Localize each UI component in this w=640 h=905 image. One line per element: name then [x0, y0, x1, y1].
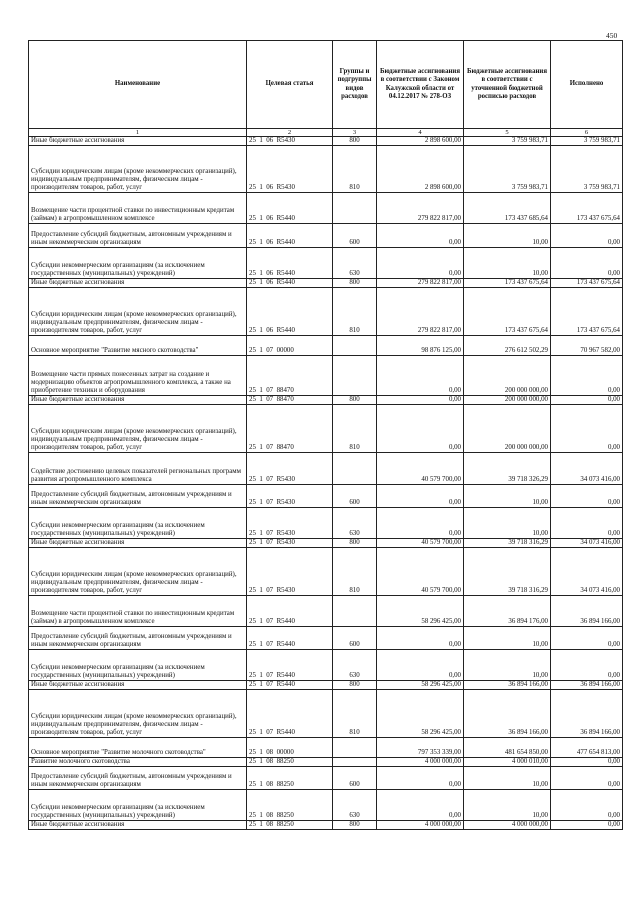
- column-header-law: Бюджетные ассигнования в соответствии с Законом Калужской области от 04.12.2017 № 278-ОЗ: [377, 41, 464, 129]
- row-group-code: 600: [333, 485, 377, 508]
- row-name: Предоставление субсидий бюджетным, автономным учреждениям и иным некоммерческим организациям: [29, 767, 247, 790]
- row-executed-amount: 173 437 675,64: [551, 279, 623, 288]
- row-group-code: 810: [333, 146, 377, 193]
- row-target-code: 25 1 07 00000: [247, 336, 333, 356]
- row-target-code: 25 1 07 88470: [247, 405, 333, 453]
- row-law-amount: 279 822 817,00: [377, 193, 464, 224]
- row-law-amount: 40 579 700,00: [377, 548, 464, 596]
- table-row: [29, 508, 623, 539]
- row-executed-amount: 0,00: [551, 790, 623, 821]
- column-number: 6: [551, 129, 623, 137]
- row-target-code: 25 1 06 R5440: [247, 224, 333, 248]
- table-row: [29, 137, 623, 146]
- row-target-code: 25 1 07 R5440: [247, 690, 333, 738]
- row-executed-amount: 0,00: [551, 758, 623, 767]
- row-law-amount: 4 000 000,00: [377, 821, 464, 830]
- row-target-code: 25 1 06 R5440: [247, 248, 333, 279]
- row-executed-amount: 477 654 813,00: [551, 738, 623, 758]
- row-target-code: 25 1 06 R5440: [247, 288, 333, 336]
- row-executed-amount: 0,00: [551, 224, 623, 248]
- row-executed-amount: 36 894 166,00: [551, 681, 623, 690]
- row-name: Возмещение части прямых понесенных затрат на создание и модернизацию объектов агропромышленного комплекса, а также на приобретение техники и оборудования: [29, 356, 247, 396]
- row-target-code: 25 1 08 88250: [247, 821, 333, 830]
- row-executed-amount: 0,00: [551, 485, 623, 508]
- row-executed-amount: 173 437 675,64: [551, 193, 623, 224]
- row-revised-amount: 10,00: [464, 650, 551, 681]
- row-target-code: 25 1 08 88250: [247, 790, 333, 821]
- row-law-amount: 98 876 125,00: [377, 336, 464, 356]
- row-executed-amount: 3 759 983,71: [551, 146, 623, 193]
- row-law-amount: 0,00: [377, 405, 464, 453]
- row-name: Содействие достижению целевых показателей региональных программ развития агропромышленного комплекса: [29, 453, 247, 485]
- row-name: Иные бюджетные ассигнования: [29, 137, 247, 146]
- row-revised-amount: 10,00: [464, 508, 551, 539]
- row-group-code: 800: [333, 539, 377, 548]
- table-row: [29, 681, 623, 690]
- table-row: [29, 790, 623, 821]
- row-executed-amount: 34 073 416,00: [551, 539, 623, 548]
- row-target-code: 25 1 07 88470: [247, 356, 333, 396]
- row-target-code: 25 1 07 R5430: [247, 539, 333, 548]
- column-header-executed: Исполнено: [551, 41, 623, 129]
- row-revised-amount: 10,00: [464, 248, 551, 279]
- row-name: Возмещение части процентной ставки по инвестиционным кредитам (займам) в агропромышленном комплексе: [29, 596, 247, 627]
- row-group-code: 810: [333, 690, 377, 738]
- column-number-row: [29, 129, 623, 137]
- row-law-amount: 0,00: [377, 224, 464, 248]
- row-group-code: [333, 356, 377, 396]
- row-revised-amount: 36 894 166,00: [464, 690, 551, 738]
- table-row: [29, 453, 623, 485]
- row-executed-amount: 0,00: [551, 248, 623, 279]
- row-group-code: 600: [333, 767, 377, 790]
- row-law-amount: 58 296 425,00: [377, 690, 464, 738]
- row-revised-amount: 200 000 000,00: [464, 356, 551, 396]
- table-row: [29, 539, 623, 548]
- row-executed-amount: 34 073 416,00: [551, 453, 623, 485]
- row-law-amount: 2 898 600,00: [377, 137, 464, 146]
- row-executed-amount: 0,00: [551, 405, 623, 453]
- row-revised-amount: 36 894 166,00: [464, 681, 551, 690]
- row-revised-amount: 10,00: [464, 224, 551, 248]
- row-revised-amount: 276 612 502,29: [464, 336, 551, 356]
- table-row: [29, 356, 623, 396]
- column-header-groups: Группы и подгруппы видов расходов: [333, 41, 377, 129]
- row-group-code: 800: [333, 681, 377, 690]
- row-revised-amount: 173 437 685,64: [464, 193, 551, 224]
- row-group-code: 800: [333, 821, 377, 830]
- row-law-amount: 0,00: [377, 650, 464, 681]
- row-group-code: 600: [333, 224, 377, 248]
- row-target-code: 25 1 06 R5430: [247, 137, 333, 146]
- row-target-code: 25 1 08 88250: [247, 758, 333, 767]
- row-target-code: 25 1 07 R5430: [247, 453, 333, 485]
- row-revised-amount: 4 000 010,00: [464, 758, 551, 767]
- row-law-amount: 0,00: [377, 396, 464, 405]
- row-group-code: 800: [333, 396, 377, 405]
- table-row: [29, 193, 623, 224]
- row-group-code: [333, 738, 377, 758]
- row-group-code: 810: [333, 548, 377, 596]
- page-number: 450: [606, 31, 618, 40]
- table-row: [29, 821, 623, 830]
- row-name: Субсидии некоммерческим организациям (за исключением государственных (муниципальных) учреждений): [29, 508, 247, 539]
- table-row: [29, 336, 623, 356]
- table-row: [29, 596, 623, 627]
- row-law-amount: 0,00: [377, 627, 464, 650]
- row-group-code: 810: [333, 405, 377, 453]
- row-executed-amount: 0,00: [551, 396, 623, 405]
- row-name: Основное мероприятие "Развитие мясного скотоводства": [29, 336, 247, 356]
- row-law-amount: 2 898 600,00: [377, 146, 464, 193]
- row-law-amount: 4 000 000,00: [377, 758, 464, 767]
- row-name: Субсидии юридическим лицам (кроме некоммерческих организаций), индивидуальным предпринимателям, физическим лицам - производителям товаров, работ, услуг: [29, 405, 247, 453]
- table-row: [29, 485, 623, 508]
- table-row: [29, 548, 623, 596]
- row-name: Субсидии юридическим лицам (кроме некоммерческих организаций), индивидуальным предпринимателям, физическим лицам - производителям товаров, работ, услуг: [29, 146, 247, 193]
- row-name: Иные бюджетные ассигнования: [29, 279, 247, 288]
- table-row: [29, 288, 623, 336]
- table-row: [29, 248, 623, 279]
- row-group-code: 800: [333, 137, 377, 146]
- row-revised-amount: 10,00: [464, 790, 551, 821]
- row-target-code: 25 1 08 88250: [247, 767, 333, 790]
- table-body: [29, 137, 623, 830]
- row-group-code: 630: [333, 508, 377, 539]
- table-row: [29, 758, 623, 767]
- row-law-amount: 0,00: [377, 356, 464, 396]
- row-group-code: 810: [333, 288, 377, 336]
- row-name: Иные бюджетные ассигнования: [29, 396, 247, 405]
- row-name: Предоставление субсидий бюджетным, автономным учреждениям и иным некоммерческим организациям: [29, 224, 247, 248]
- row-name: Возмещение части процентной ставки по инвестиционным кредитам (займам) в агропромышленном комплексе: [29, 193, 247, 224]
- row-law-amount: 58 296 425,00: [377, 596, 464, 627]
- row-name: Иные бюджетные ассигнования: [29, 539, 247, 548]
- row-executed-amount: 36 894 166,00: [551, 596, 623, 627]
- row-executed-amount: 0,00: [551, 356, 623, 396]
- table-row: [29, 405, 623, 453]
- row-revised-amount: 173 437 675,64: [464, 288, 551, 336]
- table-row: [29, 146, 623, 193]
- row-executed-amount: 34 073 416,00: [551, 548, 623, 596]
- row-target-code: 25 1 06 R5430: [247, 146, 333, 193]
- row-target-code: 25 1 06 R5440: [247, 279, 333, 288]
- row-revised-amount: 3 759 983,71: [464, 146, 551, 193]
- row-group-code: 600: [333, 627, 377, 650]
- row-revised-amount: 10,00: [464, 485, 551, 508]
- column-header-target: Целевая статья: [247, 41, 333, 129]
- row-name: Основное мероприятие "Развитие молочного скотоводства": [29, 738, 247, 758]
- row-revised-amount: 39 718 316,29: [464, 539, 551, 548]
- row-group-code: [333, 758, 377, 767]
- row-law-amount: 797 353 339,00: [377, 738, 464, 758]
- table-row: [29, 279, 623, 288]
- column-header-revised: Бюджетные ассигнования в соответствии с уточненной бюджетной росписью расходов: [464, 41, 551, 129]
- column-number: 5: [464, 129, 551, 137]
- row-law-amount: 279 822 817,00: [377, 279, 464, 288]
- table-row: [29, 650, 623, 681]
- column-number: 4: [377, 129, 464, 137]
- row-law-amount: 40 579 700,00: [377, 453, 464, 485]
- row-executed-amount: 0,00: [551, 627, 623, 650]
- row-group-code: [333, 336, 377, 356]
- row-revised-amount: 4 000 000,00: [464, 821, 551, 830]
- row-group-code: [333, 596, 377, 627]
- row-executed-amount: 3 759 983,71: [551, 137, 623, 146]
- row-target-code: 25 1 07 R5440: [247, 596, 333, 627]
- row-target-code: 25 1 07 R5430: [247, 548, 333, 596]
- row-revised-amount: 36 894 176,00: [464, 596, 551, 627]
- row-law-amount: 279 822 817,00: [377, 288, 464, 336]
- row-group-code: 800: [333, 279, 377, 288]
- row-group-code: [333, 453, 377, 485]
- row-target-code: 25 1 06 R5440: [247, 193, 333, 224]
- row-law-amount: 0,00: [377, 508, 464, 539]
- row-revised-amount: 39 718 316,29: [464, 548, 551, 596]
- table-row: [29, 767, 623, 790]
- table-row: [29, 396, 623, 405]
- row-law-amount: 0,00: [377, 485, 464, 508]
- row-group-code: 630: [333, 790, 377, 821]
- row-revised-amount: 39 718 326,29: [464, 453, 551, 485]
- column-number: 2: [247, 129, 333, 137]
- row-name: Субсидии юридическим лицам (кроме некоммерческих организаций), индивидуальным предпринимателям, физическим лицам - производителям товаров, работ, услуг: [29, 548, 247, 596]
- row-name: Иные бюджетные ассигнования: [29, 681, 247, 690]
- row-name: Субсидии юридическим лицам (кроме некоммерческих организаций), индивидуальным предпринимателям, физическим лицам - производителям товаров, работ, услуг: [29, 690, 247, 738]
- column-header-name: Наименование: [29, 41, 247, 129]
- row-target-code: 25 1 07 R5430: [247, 508, 333, 539]
- row-revised-amount: 173 437 675,64: [464, 279, 551, 288]
- row-executed-amount: 0,00: [551, 767, 623, 790]
- row-law-amount: 0,00: [377, 790, 464, 821]
- row-revised-amount: 10,00: [464, 767, 551, 790]
- row-name: Субсидии некоммерческим организациям (за исключением государственных (муниципальных) учреждений): [29, 248, 247, 279]
- row-executed-amount: 0,00: [551, 508, 623, 539]
- row-executed-amount: 0,00: [551, 650, 623, 681]
- row-revised-amount: 3 759 983,71: [464, 137, 551, 146]
- column-number: 3: [333, 129, 377, 137]
- row-executed-amount: 0,00: [551, 821, 623, 830]
- row-name: Иные бюджетные ассигнования: [29, 821, 247, 830]
- table-row: [29, 690, 623, 738]
- row-law-amount: 0,00: [377, 248, 464, 279]
- row-target-code: 25 1 07 R5440: [247, 627, 333, 650]
- row-group-code: 630: [333, 650, 377, 681]
- row-name: Предоставление субсидий бюджетным, автономным учреждениям и иным некоммерческим организациям: [29, 627, 247, 650]
- row-executed-amount: 36 894 166,00: [551, 690, 623, 738]
- row-revised-amount: 200 000 000,00: [464, 405, 551, 453]
- row-target-code: 25 1 07 R5440: [247, 650, 333, 681]
- row-law-amount: 0,00: [377, 767, 464, 790]
- row-revised-amount: 200 000 000,00: [464, 396, 551, 405]
- row-law-amount: 58 296 425,00: [377, 681, 464, 690]
- row-name: Субсидии некоммерческим организациям (за исключением государственных (муниципальных) учреждений): [29, 790, 247, 821]
- row-group-code: 630: [333, 248, 377, 279]
- row-law-amount: 40 579 700,00: [377, 539, 464, 548]
- row-target-code: 25 1 07 88470: [247, 396, 333, 405]
- row-name: Субсидии юридическим лицам (кроме некоммерческих организаций), индивидуальным предпринимателям, физическим лицам - производителям товаров, работ, услуг: [29, 288, 247, 336]
- table-row: [29, 224, 623, 248]
- row-target-code: 25 1 08 00000: [247, 738, 333, 758]
- row-revised-amount: 481 654 850,00: [464, 738, 551, 758]
- row-revised-amount: 10,00: [464, 627, 551, 650]
- row-name: Развитие молочного скотоводства: [29, 758, 247, 767]
- column-number: 1: [29, 129, 247, 137]
- row-executed-amount: 70 967 582,00: [551, 336, 623, 356]
- table-row: [29, 738, 623, 758]
- row-name: Субсидии некоммерческим организациям (за исключением государственных (муниципальных) учреждений): [29, 650, 247, 681]
- row-target-code: 25 1 07 R5430: [247, 485, 333, 508]
- row-group-code: [333, 193, 377, 224]
- row-name: Предоставление субсидий бюджетным, автономным учреждениям и иным некоммерческим организациям: [29, 485, 247, 508]
- budget-table: [28, 40, 623, 830]
- row-target-code: 25 1 07 R5440: [247, 681, 333, 690]
- table-header-row: [29, 41, 623, 129]
- table-row: [29, 627, 623, 650]
- row-executed-amount: 173 437 675,64: [551, 288, 623, 336]
